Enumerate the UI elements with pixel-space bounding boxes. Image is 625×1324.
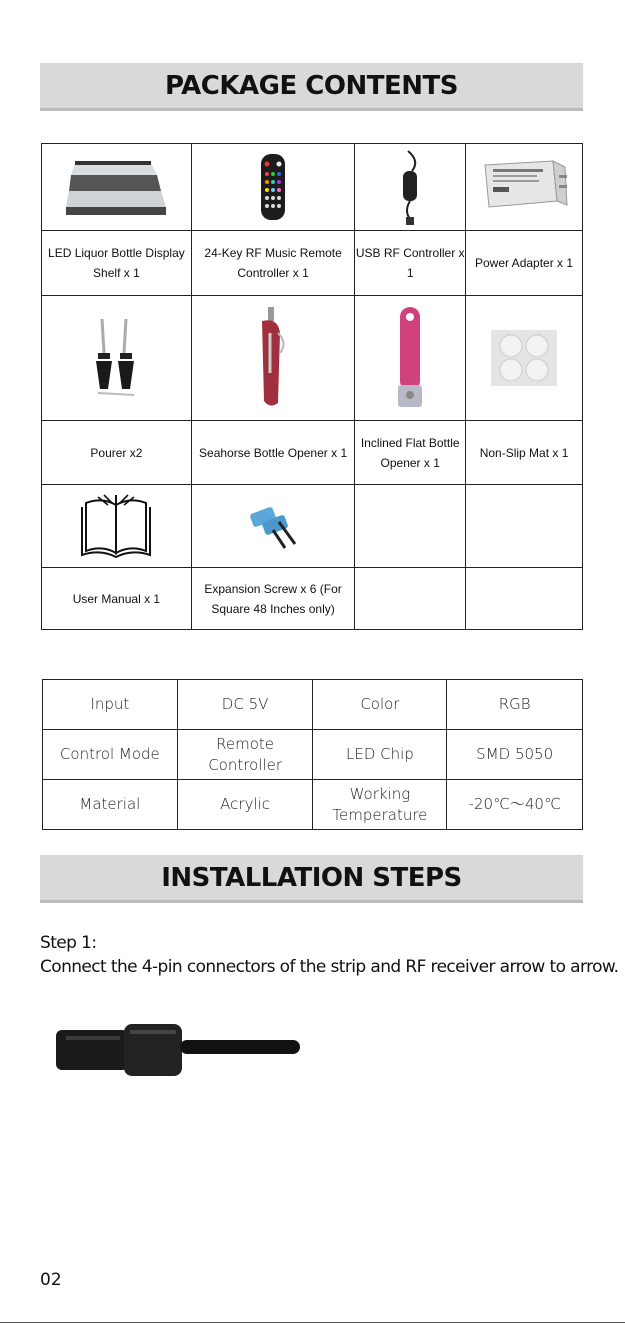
- book-icon: [42, 485, 192, 568]
- package-image-row: [42, 485, 583, 568]
- package-item-label: 24-Key RF Music Remote Controller x 1: [191, 231, 355, 296]
- usb-controller-icon: [355, 144, 466, 231]
- package-image-row: [42, 296, 583, 421]
- spec-label: Input: [43, 680, 178, 730]
- spec-value: -20℃～40℃: [447, 780, 583, 830]
- spec-label: Material: [43, 780, 178, 830]
- package-item-label: LED Liquor Bottle Display Shelf x 1: [42, 231, 192, 296]
- expansion-screw-icon: [191, 485, 355, 568]
- bottom-rule: [0, 1322, 625, 1323]
- spec-row: [43, 680, 583, 730]
- package-label-row: [42, 568, 583, 630]
- installation-steps-title: INSTALLATION STEPS: [161, 862, 462, 893]
- package-contents-header: [40, 63, 583, 111]
- package-item-label: Pourer x2: [42, 421, 192, 485]
- package-contents-title: PACKAGE CONTENTS: [165, 70, 458, 101]
- installation-steps-header: [40, 855, 583, 903]
- step-title: Step 1:: [40, 933, 97, 953]
- spec-row: [43, 780, 583, 830]
- step-description: Connect the 4-pin connectors of the strip and RF receiver arrow to arrow.: [40, 957, 619, 977]
- spec-label: Control Mode: [43, 730, 178, 780]
- package-item-label: USB RF Controller x 1: [355, 231, 466, 296]
- seahorse-opener-icon: [191, 296, 355, 421]
- empty-cell: [466, 485, 583, 568]
- flat-opener-icon: [355, 296, 466, 421]
- package-item-label: [466, 568, 583, 630]
- spec-value: DC 5V: [177, 680, 313, 730]
- four-pin-connector-icon: [52, 1018, 302, 1078]
- package-item-label: Power Adapter x 1: [466, 231, 583, 296]
- spec-value: Remote Controller: [177, 730, 313, 780]
- led-shelf-icon: [42, 144, 192, 231]
- spec-label: LED Chip: [313, 730, 447, 780]
- power-adapter-icon: [466, 144, 583, 231]
- package-image-row: [42, 144, 583, 231]
- spec-row: [43, 730, 583, 780]
- package-contents-table: [41, 143, 583, 630]
- package-label-row: [42, 421, 583, 485]
- remote-icon: [191, 144, 355, 231]
- package-item-label: Seahorse Bottle Opener x 1: [191, 421, 355, 485]
- specifications-table: [42, 679, 583, 830]
- package-item-label: Expansion Screw x 6 (For Square 48 Inches only): [191, 568, 355, 630]
- package-item-label: User Manual x 1: [42, 568, 192, 630]
- spec-value: RGB: [447, 680, 583, 730]
- package-item-label: Non-Slip Mat x 1: [466, 421, 583, 485]
- package-item-label: Inclined Flat Bottle Opener x 1: [355, 421, 466, 485]
- empty-cell: [355, 485, 466, 568]
- non-slip-mat-icon: [466, 296, 583, 421]
- spec-label: Working Temperature: [313, 780, 447, 830]
- package-label-row: [42, 231, 583, 296]
- spec-label: Color: [313, 680, 447, 730]
- page-number: 02: [40, 1270, 62, 1290]
- spec-value: Acrylic: [177, 780, 313, 830]
- package-item-label: [355, 568, 466, 630]
- pourer-icon: [42, 296, 192, 421]
- spec-value: SMD 5050: [447, 730, 583, 780]
